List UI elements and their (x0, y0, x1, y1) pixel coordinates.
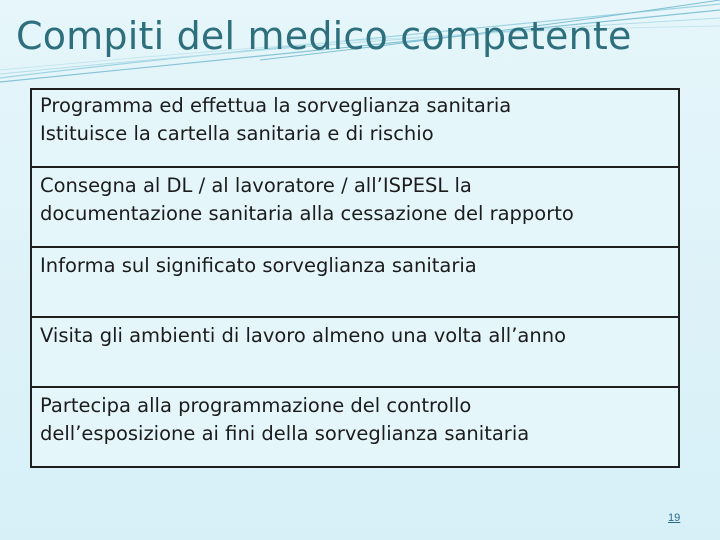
row-text-line: Consegna al DL / al lavoratore / all’ISPESL la (40, 174, 472, 197)
row-text-line: Programma ed effettua la sorveglianza sanitaria (40, 94, 512, 117)
row-text-line: Partecipa alla programmazione del controllo (40, 394, 472, 417)
table-row (32, 248, 678, 318)
row-text-line: Istituisce la cartella sanitaria e di rischio (40, 122, 434, 145)
table-row (32, 170, 678, 248)
duties-table (30, 88, 680, 468)
row-text-line: Informa sul significato sorveglianza sanitaria (40, 254, 477, 277)
row-text-line: documentazione sanitaria alla cessazione del rapporto (40, 202, 574, 225)
row-text-line: dell’esposizione ai fini della sorveglianza sanitaria (40, 422, 530, 445)
table-row (32, 90, 678, 168)
page-number[interactable]: 19 (668, 512, 681, 524)
slide-title: Compiti del medico competente (16, 14, 632, 58)
table-row (32, 318, 678, 388)
row-text-line: Visita gli ambienti di lavoro almeno una volta all’anno (40, 324, 566, 347)
table-row (32, 388, 678, 466)
